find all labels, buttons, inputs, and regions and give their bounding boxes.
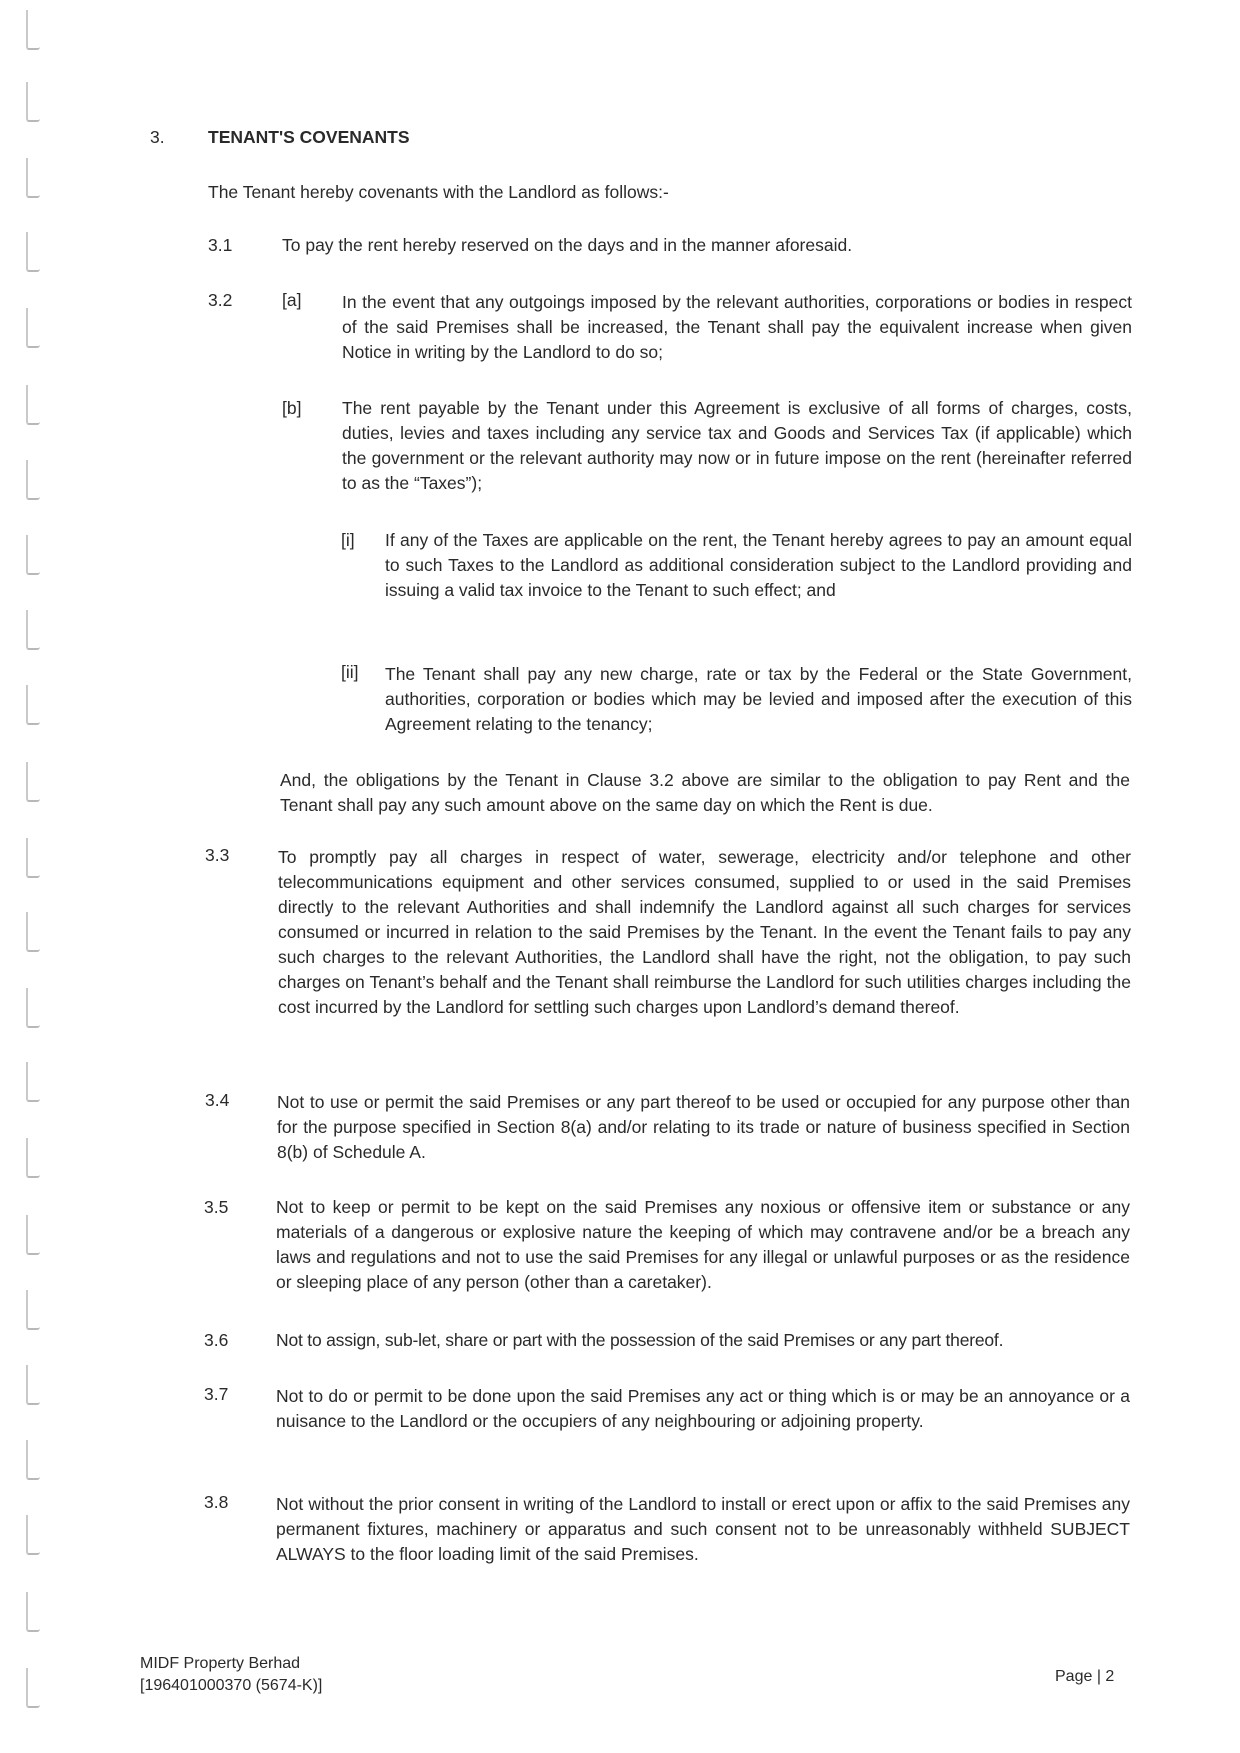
subclause-text: The rent payable by the Tenant under this Agreement is exclusive of all forms of charges, costs, duties, levies and taxes including any service tax and Goods and Services Tax (if applicable) which the government or the relevant authority may now or in future impose on the rent (hereinafter referred to as the “Taxes”); bbox=[342, 398, 1132, 493]
binding-marks bbox=[20, 0, 50, 1753]
binding-mark bbox=[26, 838, 40, 878]
clause-number: 3.7 bbox=[204, 1384, 229, 1404]
clause-text: To promptly pay all charges in respect of water, sewerage, electricity and/or telephone and other telecommunications equipment and other services consumed, supplied to or used in the said Premises directly to the relevant Authorities and shall indemnify the Landlord against all such charges for services consumed or incurred in relation to the said Premises by the Tenant. In the event the Tenant fails to pay any such charges to the relevant Authorities, the Landlord shall have the right, not the obligation, to pay such charges on Tenant’s behalf and the Tenant shall reimburse the Landlord for such utilities charges including the cost incurred by the Landlord for settling such charges upon Landlord’s demand thereof. bbox=[278, 847, 1131, 1017]
clause-number: 3.3 bbox=[205, 845, 230, 865]
binding-mark bbox=[26, 158, 40, 198]
clause-number: 3.8 bbox=[204, 1492, 229, 1512]
binding-mark bbox=[26, 10, 40, 50]
clause-closing-text: And, the obligations by the Tenant in Clause 3.2 above are similar to the obligation to pay Rent and the Tenant shall pay any such amount above on the same day on which the Rent is due. bbox=[280, 770, 1130, 815]
footer-company bbox=[140, 1653, 322, 1697]
binding-mark bbox=[26, 1290, 40, 1330]
clause-number: 3.6 bbox=[204, 1330, 229, 1350]
binding-mark bbox=[26, 912, 40, 952]
binding-mark bbox=[26, 308, 40, 348]
binding-mark bbox=[26, 82, 40, 122]
section-number: 3. bbox=[150, 127, 165, 147]
subclause-label: [b] bbox=[282, 398, 302, 418]
clause-number: 3.1 bbox=[208, 235, 233, 255]
clause-number: 3.4 bbox=[205, 1090, 230, 1110]
page-number: Page | 2 bbox=[1055, 1668, 1115, 1685]
binding-mark bbox=[26, 1215, 40, 1255]
company-reg-no: [196401000370 (5674-K)] bbox=[140, 1677, 323, 1694]
clause-text: Not to use or permit the said Premises or any part thereof to be used or occupied for any purpose other than for the purpose specified in Section 8(a) and/or relating to its trade or nature of business specified in Section 8(b) of Schedule A. bbox=[277, 1092, 1130, 1162]
subclause-text: In the event that any outgoings imposed by the relevant authorities, corporations or bodies in respect of the said Premises shall be increased, the Tenant shall pay the equivalent increase when given Notice in writing by the Landlord to do so; bbox=[342, 292, 1132, 362]
section-title: TENANT'S COVENANTS bbox=[208, 127, 410, 147]
binding-mark bbox=[26, 535, 40, 575]
binding-mark bbox=[26, 685, 40, 725]
binding-mark bbox=[26, 1062, 40, 1102]
clause-text: To pay the rent hereby reserved on the days and in the manner aforesaid. bbox=[282, 235, 853, 255]
subclause-label: [a] bbox=[282, 290, 302, 310]
binding-mark bbox=[26, 1515, 40, 1555]
company-name: MIDF Property Berhad bbox=[140, 1655, 301, 1672]
binding-mark bbox=[26, 385, 40, 425]
subclause-label: [i] bbox=[341, 530, 355, 550]
binding-mark bbox=[26, 762, 40, 802]
clause-text: Not to do or permit to be done upon the said Premises any act or thing which is or may be an annoyance or a nuisance to the Landlord or the occupiers of any neighbouring or adjoining property. bbox=[276, 1386, 1130, 1431]
binding-mark bbox=[26, 1138, 40, 1178]
subclause-text: The Tenant shall pay any new charge, rate or tax by the Federal or the State Government, authorities, corporation or bodies which may be levied and imposed after the execution of this Agreement relating to the tenancy; bbox=[385, 664, 1132, 734]
binding-mark bbox=[26, 1668, 40, 1708]
section-intro: The Tenant hereby covenants with the Landlord as follows:- bbox=[208, 182, 669, 202]
clause-number: 3.2 bbox=[208, 290, 233, 310]
subclause-label: [ii] bbox=[341, 662, 359, 682]
subclause-text: If any of the Taxes are applicable on the rent, the Tenant hereby agrees to pay an amount equal to such Taxes to the Landlord as additional consideration subject to the Landlord providing and issuing a valid tax invoice to the Tenant to such effect; and bbox=[385, 530, 1132, 600]
clause-text: Not to keep or permit to be kept on the said Premises any noxious or offensive item or substance or any materials of a dangerous or explosive nature the keeping of which may contravene and/or be a breach any laws and regulations and not to use the said Premises for any illegal or unlawful purposes or as the residence or sleeping place of any person (other than a caretaker). bbox=[276, 1197, 1130, 1292]
binding-mark bbox=[26, 610, 40, 650]
clause-text: Not to assign, sub-let, share or part with the possession of the said Premises or any part thereof. bbox=[276, 1330, 1004, 1350]
binding-mark bbox=[26, 1592, 40, 1632]
binding-mark bbox=[26, 232, 40, 272]
clause-text: Not without the prior consent in writing of the Landlord to install or erect upon or affix to the said Premises any permanent fixtures, machinery or apparatus and such consent not to be unreasonably withheld SUBJECT ALWAYS to the floor loading limit of the said Premises. bbox=[276, 1494, 1130, 1564]
binding-mark bbox=[26, 460, 40, 500]
binding-mark bbox=[26, 988, 40, 1028]
clause-number: 3.5 bbox=[204, 1197, 229, 1217]
binding-mark bbox=[26, 1440, 40, 1480]
binding-mark bbox=[26, 1365, 40, 1405]
